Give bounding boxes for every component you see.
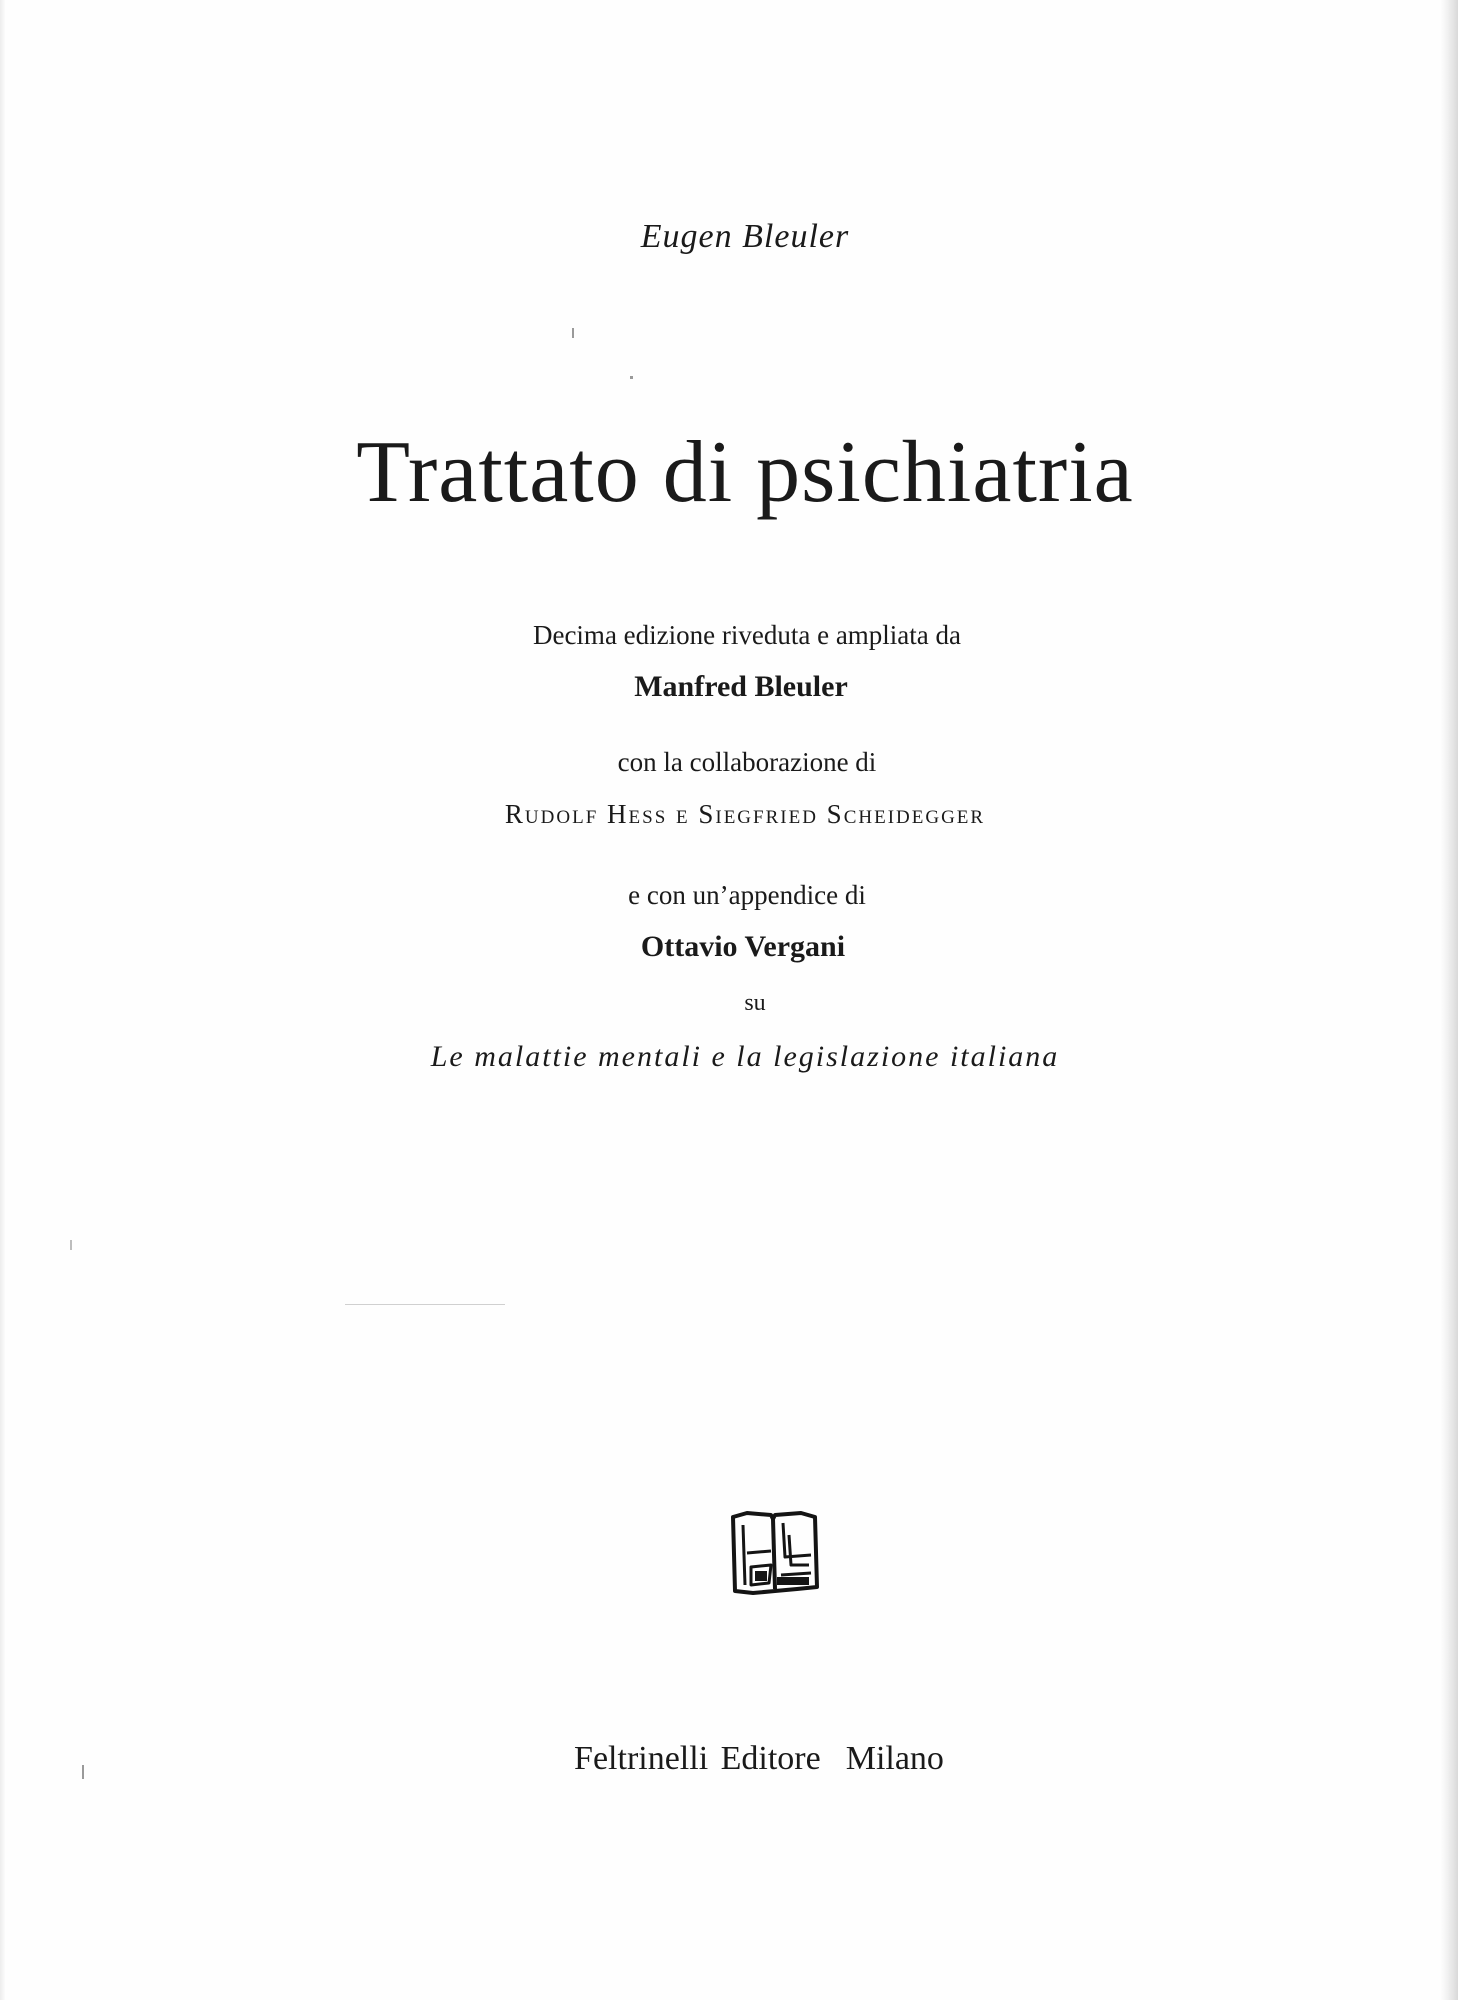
scan-speck xyxy=(70,1240,72,1250)
edition-line: Decima edizione riveduta e ampliata da xyxy=(532,620,962,650)
publisher-line: Feltrinelli Editore Milano xyxy=(574,1740,944,1777)
page-left-edge xyxy=(0,0,6,2000)
scan-speck xyxy=(345,1304,505,1305)
collaborators-names: Rudolf Hess e Siegfried Scheidegger xyxy=(504,799,986,829)
author-name: Eugen Bleuler xyxy=(640,218,850,255)
appendix-connector: su xyxy=(744,990,766,1016)
collaboration-intro: con la collaborazione di xyxy=(617,747,877,777)
reviser-name: Manfred Bleuler xyxy=(634,670,848,703)
appendix-title: Le malattie mentali e la legislazione italiana xyxy=(430,1040,1060,1073)
scan-speck xyxy=(572,328,574,338)
appendix-intro: e con un’appendice di xyxy=(628,880,866,910)
publisher-logo-icon xyxy=(727,1505,823,1601)
appendix-author: Ottavio Vergani xyxy=(640,930,846,963)
scan-speck xyxy=(630,376,633,379)
book-title: Trattato di psichiatria xyxy=(356,424,1134,521)
